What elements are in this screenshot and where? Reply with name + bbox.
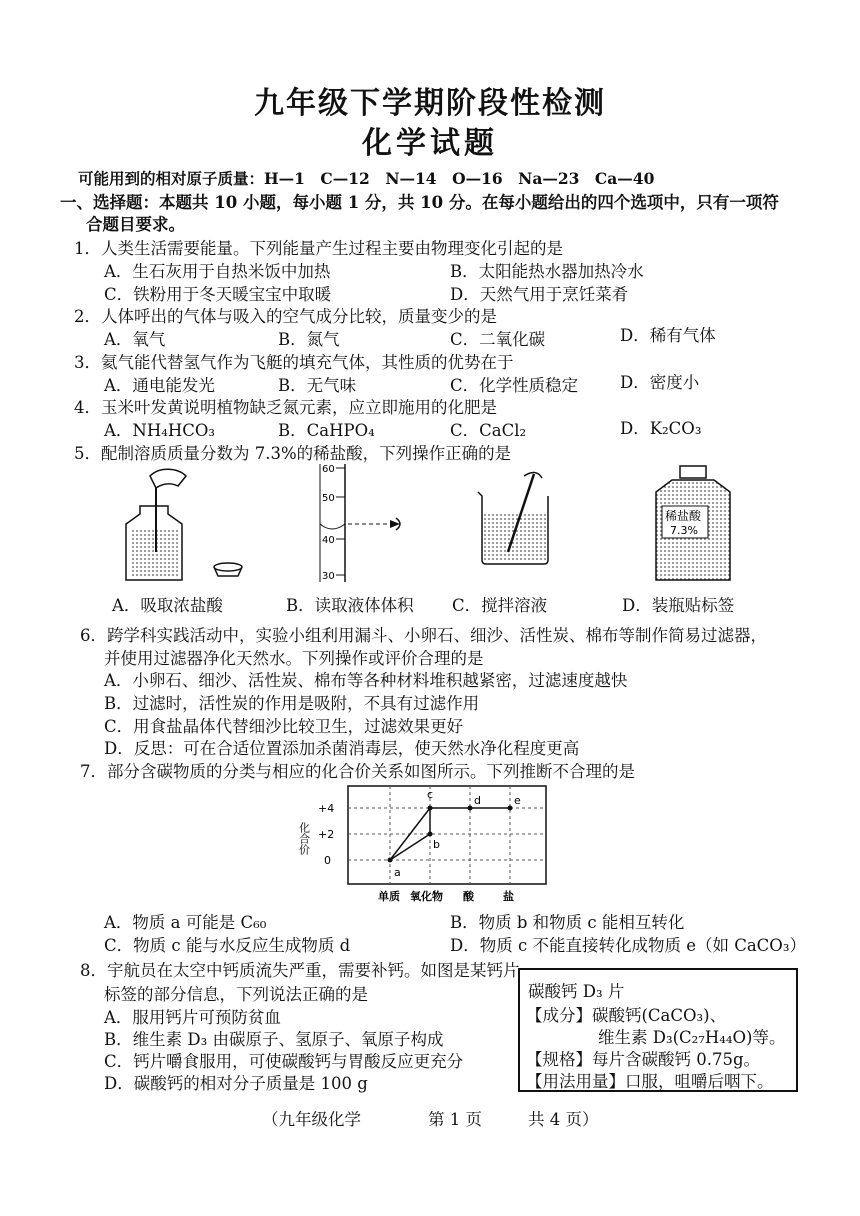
- label-e: e: [514, 794, 521, 807]
- q5-option-b: B．读取液体体积: [286, 596, 414, 615]
- bottle-label-pct: 7.3%: [670, 524, 698, 537]
- xcat-salt: 盐: [503, 890, 514, 903]
- q8-stem: 8．宇航员在太空中钙质流失严重，需要补钙。如图是某钙片: [80, 961, 520, 980]
- q6-option-d: D．反思：可在合适位置添加杀菌消毒层，使天然水净化程度更高: [104, 739, 580, 758]
- figure-b-cylinder: [320, 464, 400, 582]
- xcat-acid: 酸: [463, 890, 474, 903]
- footer-page: 第 1 页: [428, 1110, 482, 1129]
- tablet-label-title: 碳酸钙 D₃ 片: [528, 982, 625, 1001]
- q1-option-c: C．铁粉用于冬天暖宝宝中取暖: [104, 285, 332, 304]
- tablet-label-usage: 【用法用量】口服，咀嚼后咽下。: [526, 1072, 774, 1091]
- cylinder-tick-50: 50: [322, 493, 335, 504]
- q8-option-d: D．碳酸钙的相对分子质量是 100 g: [104, 1074, 368, 1093]
- cylinder-tick-40: 40: [322, 535, 335, 546]
- q4-option-a: A．NH₄HCO₃: [104, 421, 216, 440]
- cylinder-tick-30: 30: [322, 571, 335, 582]
- point-a: [388, 858, 393, 863]
- ytick-plus4: +4: [318, 802, 335, 815]
- label-b: b: [433, 838, 440, 851]
- q3-option-a: A．通电能发光: [104, 376, 215, 395]
- q2-option-a: A．氧气: [104, 330, 166, 349]
- footer-subject: （九年级化学: [262, 1110, 361, 1129]
- q4-option-b: B．CaHPO₄: [278, 421, 375, 440]
- q3-option-d: D．密度小: [620, 373, 700, 392]
- q2-stem: 2．人体呼出的气体与吸入的空气成分比较，质量变少的是: [74, 307, 497, 326]
- q7-option-a: A．物质 a 可能是 C₆₀: [104, 913, 267, 932]
- q4-option-d: D．K₂CO₃: [620, 419, 702, 438]
- q8-stem-cont: 标签的部分信息，下列说法正确的是: [104, 985, 368, 1004]
- q1-option-a: A．生石灰用于自热米饭中加热: [104, 262, 331, 281]
- q7-option-b: B．物质 b 和物质 c 能相互转化: [450, 913, 685, 932]
- q5-option-d: D．装瓶贴标签: [622, 596, 735, 615]
- q6-option-a: A．小卵石、细沙、活性炭、棉布等各种材料堆积越紧密，过滤速度越快: [104, 671, 628, 690]
- tablet-label-spec: 【规格】每片含碳酸钙 0.75g。: [526, 1050, 761, 1069]
- xcat-element: 单质: [378, 890, 400, 903]
- q6-option-b: B．过滤时，活性炭的作用是吸附，不具有过滤作用: [104, 694, 480, 713]
- point-c: [428, 806, 433, 811]
- label-d: d: [474, 794, 481, 807]
- q1-option-b: B．太阳能热水器加热冷水: [450, 262, 644, 281]
- page-subtitle: 化学试题: [362, 126, 498, 161]
- cylinder-tick-60: 60: [322, 464, 335, 475]
- q5-apparatus-figures: [100, 462, 800, 590]
- q3-option-c: C．化学性质稳定: [450, 376, 579, 395]
- label-c: c: [427, 788, 434, 801]
- figure-d-labeled-bottle: [656, 466, 730, 580]
- q5-option-a: A．吸取浓盐酸: [112, 596, 223, 615]
- bottle-label-name: 稀盐酸: [665, 509, 702, 523]
- q7-option-c: C．物质 c 能与水反应生成物质 d: [104, 936, 351, 955]
- point-e: [508, 806, 513, 811]
- tablet-label-ingredients-cont: 维生素 D₃(C₂₇H₄₄O)等。: [598, 1028, 786, 1047]
- q5-option-c: C．搅拌溶液: [452, 596, 548, 615]
- footer-total: 共 4 页）: [528, 1110, 599, 1129]
- q7-stem: 7．部分含碳物质的分类与相应的化合价关系如图所示。下列推断不合理的是: [80, 762, 635, 781]
- point-b: [428, 832, 433, 837]
- point-d: [468, 806, 473, 811]
- q1-stem: 1．人类生活需要能量。下列能量产生过程主要由物理变化引起的是: [74, 239, 563, 258]
- atomic-masses: 可能用到的相对原子质量：H—1 C—12 N—14 O—16 Na—23 Ca—40: [78, 169, 655, 188]
- ytick-plus2: +2: [318, 828, 335, 841]
- q3-stem: 3．氦气能代替氢气作为飞艇的填充气体，其性质的优势在于: [74, 353, 514, 372]
- q6-stem-cont: 并使用过滤器净化天然水。下列操作或评价合理的是: [104, 649, 484, 668]
- page-title: 九年级下学期阶段性检测: [254, 86, 606, 121]
- section-heading-cont: 合题目要求。: [86, 215, 185, 234]
- q4-option-c: C．CaCl₂: [450, 421, 527, 440]
- q6-stem: 6．跨学科实践活动中，实验小组利用漏斗、小卵石、细沙、活性炭、棉布等制作简易过滤器，: [80, 626, 767, 645]
- tablet-label-ingredients: 【成分】碳酸钙(CaCO₃)、: [526, 1006, 727, 1025]
- figure-a-dropper-bottle: [126, 469, 242, 580]
- q7-valence-chart: [297, 782, 560, 906]
- q1-option-d: D．天然气用于烹饪菜肴: [450, 285, 629, 304]
- q2-option-c: C．二氧化碳: [450, 330, 546, 349]
- q6-option-c: C．用食盐晶体代替细沙比较卫生，过滤效果更好: [104, 717, 464, 736]
- label-a: a: [394, 866, 401, 879]
- q2-option-b: B．氮气: [278, 330, 340, 349]
- figure-c-beaker: [478, 472, 548, 564]
- xcat-oxide: 氧化物: [410, 890, 443, 903]
- calcium-tablet-label-box: [518, 968, 798, 1092]
- q4-stem: 4．玉米叶发黄说明植物缺乏氮元素，应立即施用的化肥是: [74, 398, 497, 417]
- q3-option-b: B．无气味: [278, 376, 357, 395]
- q8-option-b: B．维生素 D₃ 由碳原子、氢原子、氧原子构成: [104, 1030, 444, 1049]
- q5-stem: 5．配制溶质质量分数为 7.3%的稀盐酸，下列操作正确的是: [74, 444, 512, 463]
- q7-option-d: D．物质 c 不能直接转化成物质 e（如 CaCO₃）: [450, 936, 806, 955]
- q8-option-a: A．服用钙片可预防贫血: [104, 1008, 281, 1027]
- section-heading: 一、选择题：本题共 10 小题，每小题 1 分，共 10 分。在每小题给出的四个选项中，只有一项符: [60, 193, 779, 212]
- ytick-0: 0: [324, 854, 331, 867]
- chart-ylabel: 化合价: [297, 822, 311, 855]
- q8-option-c: C．钙片嚼食服用，可使碳酸钙与胃酸反应更充分: [104, 1052, 464, 1071]
- q2-option-d: D．稀有气体: [620, 326, 716, 345]
